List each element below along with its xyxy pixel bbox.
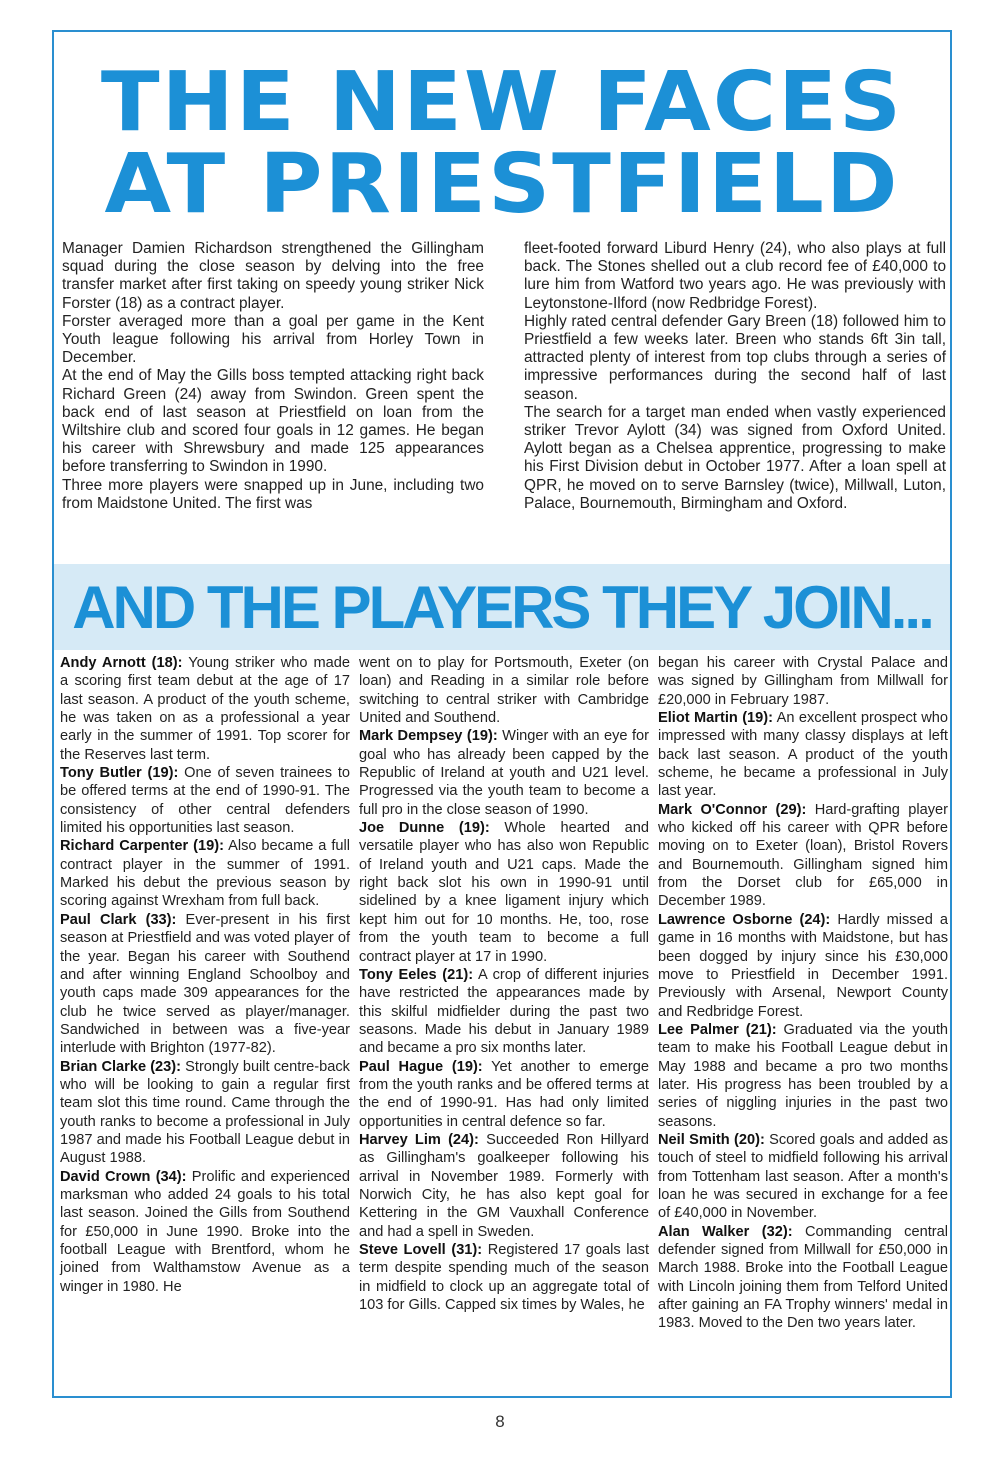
- player-profile: [359, 819, 649, 966]
- player-bio: Ever-present in his first season at Priestfield and was voted player of the year. Began his career with Southend and after winning England Schoolboy and youth caps made 309 appearances for the club he twice served as player/manager. Sandwiched in between was a five-year interlude with Brighton (1977-82).: [60, 911, 350, 1057]
- player-bio: began his career with Crystal Palace and was signed by Gillingham from Millwall for £20,000 in February 1987.: [658, 655, 948, 708]
- intro-paragraph: Three more players were snapped up in June, including two from Maidstone United. The first was: [62, 476, 484, 512]
- player-profile: [658, 654, 948, 709]
- intro-text: [62, 240, 946, 513]
- intro-paragraph: The search for a target man ended when vastly experienced striker Trevor Aylott (34) was signed from Oxford United. Aylott began as a Chelsea apprentice, progressing to make his First Division debut in October 1977. After a loan spell at QPR, he moved on to serve Barnsley (twice), Millwall, Luton, Palace, Bournemouth, Birmingham and Oxford.: [524, 403, 946, 512]
- player-name: Mark Dempsey (19):: [359, 728, 498, 745]
- player-bio: A crop of different injuries have restricted the appearances made by this skilful midfielder during the past two seasons. Made his debut in January 1989 and became a pro six months later.: [359, 966, 649, 1057]
- player-profile: [359, 966, 649, 1058]
- player-name: Tony Butler (19):: [60, 765, 179, 782]
- player-bio: Also became a full contract player in the summer of 1991. Marked his debut the previous season by scoring against Wrexham from full back.: [60, 838, 350, 910]
- intro-paragraph: Forster averaged more than a goal per game in the Kent Youth league following his arrival from Horley Town in December.: [62, 312, 484, 367]
- player-profiles: [60, 654, 948, 1333]
- player-name: Alan Walker (32):: [658, 1223, 793, 1240]
- player-bio: Scored goals and added as touch of steel to midfield following his arrival from Tottenham last season. After a month's loan he was secured in exchange for a fee of £40,000 in November.: [658, 1131, 948, 1222]
- player-bio: Yet another to emerge from the youth ranks and be offered terms at the end of 1990-91. Has had only limited opportunities in central defence so far.: [359, 1058, 649, 1130]
- intro-paragraph: fleet-footed forward Liburd Henry (24), who also plays at full back. The Stones shelled out a club record fee of £40,000 to lure him from Watford two years ago. He was previously with Leytonstone-Ilford (now Redbridge Forest).: [524, 240, 946, 312]
- player-profile: [658, 1131, 948, 1223]
- player-name: Paul Hague (19):: [359, 1058, 483, 1075]
- player-profile: [359, 1058, 649, 1131]
- player-profile: [60, 911, 350, 1058]
- intro-paragraph: At the end of May the Gills boss tempted attacking right back Richard Green (24) away from Swindon. Green spent the back end of last season at Priestfield on loan from the Wiltshire club and scored four goals in 12 games. He began his career with Shrewsbury and made 125 appearances before transferring to Swindon in 1990.: [62, 367, 484, 476]
- player-name: Neil Smith (20):: [658, 1131, 765, 1148]
- player-bio: Registered 17 goals last term despite spending much of the season in midfield to clock up an aggregate total of 103 for Gills. Capped six times by Wales, he: [359, 1242, 649, 1314]
- player-bio: Succeeded Ron Hillyard as Gillingham's goalkeeper following his arrival in November 1989. Formerly with Norwich City, he has also kept goal for Kettering in the GM Vauxhall Conference and had a spell in Sweden.: [359, 1131, 649, 1240]
- player-profile: [60, 1168, 350, 1296]
- player-bio: Whole hearted and versatile player who has also won Republic of Ireland youth and U21 caps. Made the right back slot his own in 1990-91 until sidelined by a knee ligament injury which kept him out for 10 months. He, too, rose from the youth team to become a full contract player at 17 in 1990.: [359, 820, 650, 965]
- profiles-column-1: [60, 654, 350, 1333]
- headline-line-1: THE NEW FACES: [100, 55, 904, 150]
- player-profile: [658, 801, 948, 911]
- intro-paragraph: Manager Damien Richardson strengthened the Gillingham squad during the close season by delving into the free transfer market after first taking on speedy young striker Nick Forster (18) as a contract player.: [62, 240, 484, 312]
- profiles-column-2: [359, 654, 649, 1333]
- intro-paragraph: Highly rated central defender Gary Breen (18) followed him to Priestfield a few weeks later. Breen who stands 6ft 3in tall, attracted plenty of interest from top clubs through a series of impressive performances during the second half of last season.: [524, 312, 946, 403]
- player-bio: Strongly built centre-back who will be looking to gain a regular first team slot this time round. Came through the youth ranks to become a professional in July 1987 and made his Football League debut in August 1988.: [60, 1058, 350, 1167]
- player-bio: Hardly missed a game in 16 months with Maidstone, but has been dogged by injury since his £30,000 move to Priestfield in December 1991. Previously with Arsenal, Newport County and Redbridge Forest.: [658, 911, 948, 1020]
- profiles-column-3: [658, 654, 948, 1333]
- player-name: Andy Arnott (18):: [60, 655, 183, 671]
- player-bio: went on to play for Portsmouth, Exeter (on loan) and Reading in a similar role before switching to central striker with Cambridge United and Southend.: [359, 655, 649, 727]
- player-profile: [60, 837, 350, 910]
- player-name: Richard Carpenter (19):: [60, 838, 224, 855]
- player-bio: Prolific and experienced marksman who added 24 goals to his total last season. Joined the Gills from Southend for £50,000 in June 1990. Broke into the football League with Brentford, whom he joined from Walthamstow Avenue as a winger in 1980. He: [60, 1168, 351, 1295]
- intro-column-1: [62, 240, 484, 513]
- page-number: 8: [495, 1412, 505, 1431]
- player-profile: [359, 727, 649, 819]
- player-name: Eliot Martin (19):: [658, 710, 774, 727]
- player-profile: [658, 1223, 948, 1333]
- player-bio: Commanding central defender signed from Millwall for £50,000 in March 1988. Broke into the Football League with Lincoln joining them from Telford United after gaining an FA Trophy winners' medal in 1983. Moved to the Den two years later.: [658, 1223, 948, 1332]
- player-profile: [359, 1241, 649, 1314]
- player-bio: Graduated via the youth team to make his Football League debut in May 1988 and became a pro two months later. His progress has been troubled by a series of niggling injuries in the past two seasons.: [658, 1021, 949, 1130]
- player-profile: [60, 654, 350, 764]
- player-bio: Hard-grafting player who kicked off his career with QPR before moving on to Exeter (loan), Bristol Rovers and Bournemouth. Gillingham signed him from the Dorset club for £65,000 in December 1989.: [658, 801, 948, 910]
- player-profile: [359, 1131, 649, 1241]
- player-profile: [658, 709, 948, 801]
- player-name: Paul Clark (33):: [60, 911, 177, 928]
- player-bio: Young striker who made a scoring first team debut at the age of 17 last season. A product of the youth scheme, he was taken on as a professional a year early in the summer of 1991. Top scorer for the Reserves last term.: [60, 655, 350, 763]
- player-name: Lee Palmer (21):: [658, 1021, 777, 1038]
- player-name: David Crown (34):: [60, 1168, 187, 1185]
- headline-line-2: AT PRIESTFIELD: [104, 137, 900, 232]
- subtitle: AND THE PLAYERS THEY JOIN...: [72, 574, 932, 641]
- headline: [32, 55, 973, 232]
- player-name: Harvey Lim (24):: [359, 1131, 479, 1148]
- player-name: Lawrence Osborne (24):: [658, 911, 831, 928]
- player-bio: One of seven trainees to be offered terms at the end of 1990-91. The consistency of other central defenders limited his opportunities last season.: [60, 765, 350, 837]
- player-profile: [359, 654, 649, 727]
- player-name: Brian Clarke (23):: [60, 1058, 182, 1075]
- intro-column-2: [524, 240, 946, 513]
- page-frame: [52, 30, 952, 1398]
- player-bio: An excellent prospect who impressed with many classy displays at left back last season. A product of the youth scheme, he became a professional in July last year.: [658, 710, 948, 800]
- player-profile: [658, 911, 948, 1021]
- player-name: Mark O'Connor (29):: [658, 801, 807, 818]
- player-name: Steve Lovell (31):: [359, 1242, 483, 1258]
- player-profile: [60, 1058, 350, 1168]
- player-profile: [60, 764, 350, 837]
- player-name: Joe Dunne (19):: [359, 820, 490, 837]
- player-name: Tony Eeles (21):: [359, 966, 474, 983]
- player-bio: Winger with an eye for goal who has already been capped by the Republic of Ireland at youth and U21 level. Progressed via the youth team to become a full pro in the close season of 1990.: [359, 728, 649, 818]
- player-profile: [658, 1021, 948, 1131]
